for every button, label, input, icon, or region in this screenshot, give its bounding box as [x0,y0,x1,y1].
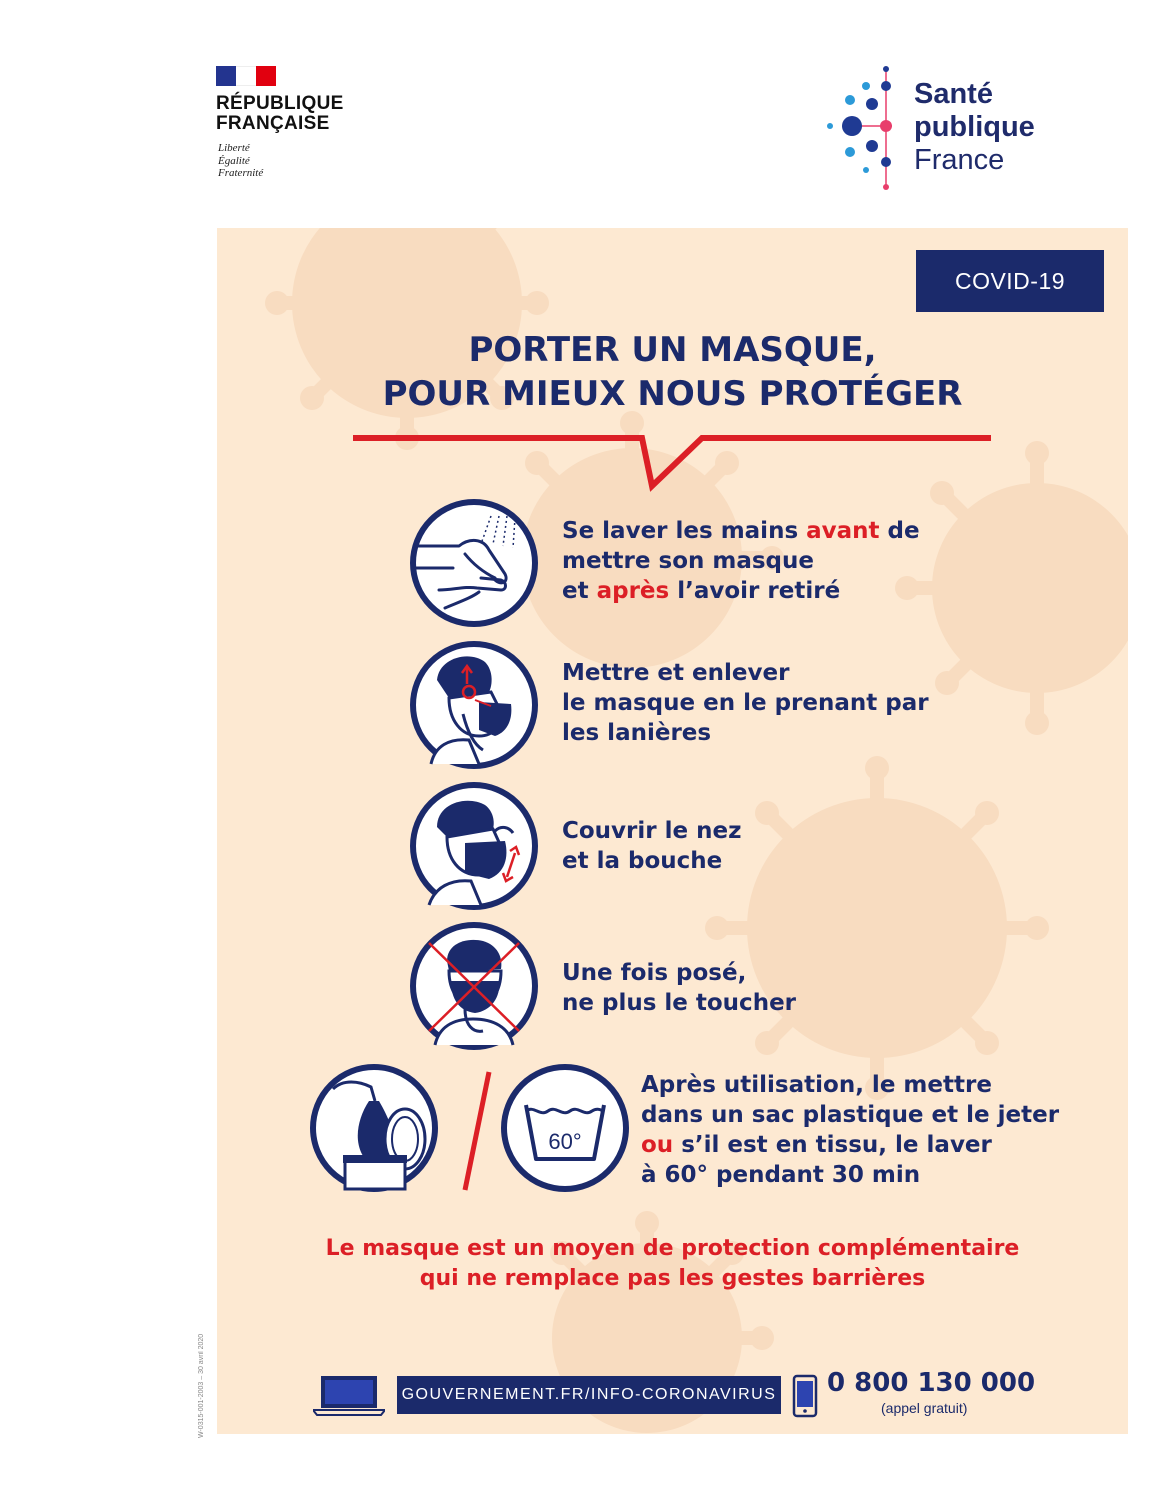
step-5-line-2: dans un sac plastique et le jeter [641,1102,1060,1128]
cover-nose-mouth-icon [409,781,539,911]
step-5-text [641,1070,1059,1190]
phone-note: (appel gratuit) [881,1400,968,1416]
republique-francaise-name: RÉPUBLIQUE FRANÇAISE [216,93,344,134]
covid-badge: COVID-19 [916,250,1104,312]
step-2-line-1: Mettre et enlever [562,660,790,686]
poster-title [217,328,1128,416]
dots-network-icon [820,66,912,190]
dispose-in-bag-icon [309,1063,439,1193]
step-4-line-1: Une fois posé, [562,960,747,986]
step-3-line-2: et la bouche [562,848,723,874]
step-1-line-1 [562,516,920,546]
spf-word-publique: publique [914,111,1035,143]
wash-60-icon [500,1063,630,1193]
step-1-text [562,516,920,606]
laptop-icon [313,1374,385,1416]
step-5-line-1: Après utilisation, le mettre [641,1072,992,1098]
do-not-touch-icon [409,921,539,1051]
footnote-line-1: Le masque est un moyen de protection complémentaire [325,1236,1020,1261]
step-4-line-2: ne plus le toucher [562,990,797,1016]
poster [217,228,1128,1434]
step-1-line-1-start: Se laver les mains [562,518,807,544]
step-3-text [562,816,741,876]
step-1-line-1-end: de [879,518,920,544]
republique-motto: Liberté Égalité Fraternité [218,142,264,179]
step-1-highlight-apres: après [596,578,670,604]
reference-code: W-0315-001-2003 – 30 avril 2020 [198,1333,205,1438]
republique-francaise-logo [216,66,386,196]
speech-bubble-underline-icon [347,428,997,492]
step-5-line-3 [641,1130,1059,1160]
step-1-line-3-start: et [562,578,597,604]
or-slash-icon [459,1068,495,1194]
wash-temperature-label: 60° [548,1129,582,1154]
info-coronavirus-link[interactable]: GOUVERNEMENT.FR/INFO-CORONAVIRUS [397,1376,781,1414]
step-3-line-1: Couvrir le nez [562,818,742,844]
title-line-1: PORTER UN MASQUE, [468,330,877,370]
step-1-line-3 [562,576,920,606]
step-5-line-4: à 60° pendant 30 min [641,1162,921,1188]
spf-word-france: France [914,144,1005,176]
footnote-line-2: qui ne remplace pas les gestes barrières [419,1266,926,1291]
step-1-highlight-avant: avant [806,518,880,544]
spf-word-sante: Santé [914,78,993,110]
step-2-line-2: le masque en le prenant par [562,690,929,716]
step-1-line-2: mettre son masque [562,548,814,574]
step-2-text [562,658,929,748]
phone-number[interactable]: 0 800 130 000 [827,1368,1036,1398]
step-4-text [562,958,796,1018]
sante-publique-france-logo [820,66,1060,196]
hand-washing-icon [409,498,539,628]
phone-icon [792,1374,818,1418]
step-2-line-3: les lanières [562,720,712,746]
step-1-line-3-end: l’avoir retiré [669,578,841,604]
mask-straps-icon [409,640,539,770]
footnote [217,1234,1128,1294]
step-5-highlight-ou: ou [641,1132,674,1158]
title-line-2: POUR MIEUX NOUS PROTÉGER [382,374,963,414]
sante-publique-france-name [914,78,1035,177]
marianne-flag-icon [216,66,276,86]
step-5-line-3-end: s’il est en tissu, le laver [673,1132,992,1158]
